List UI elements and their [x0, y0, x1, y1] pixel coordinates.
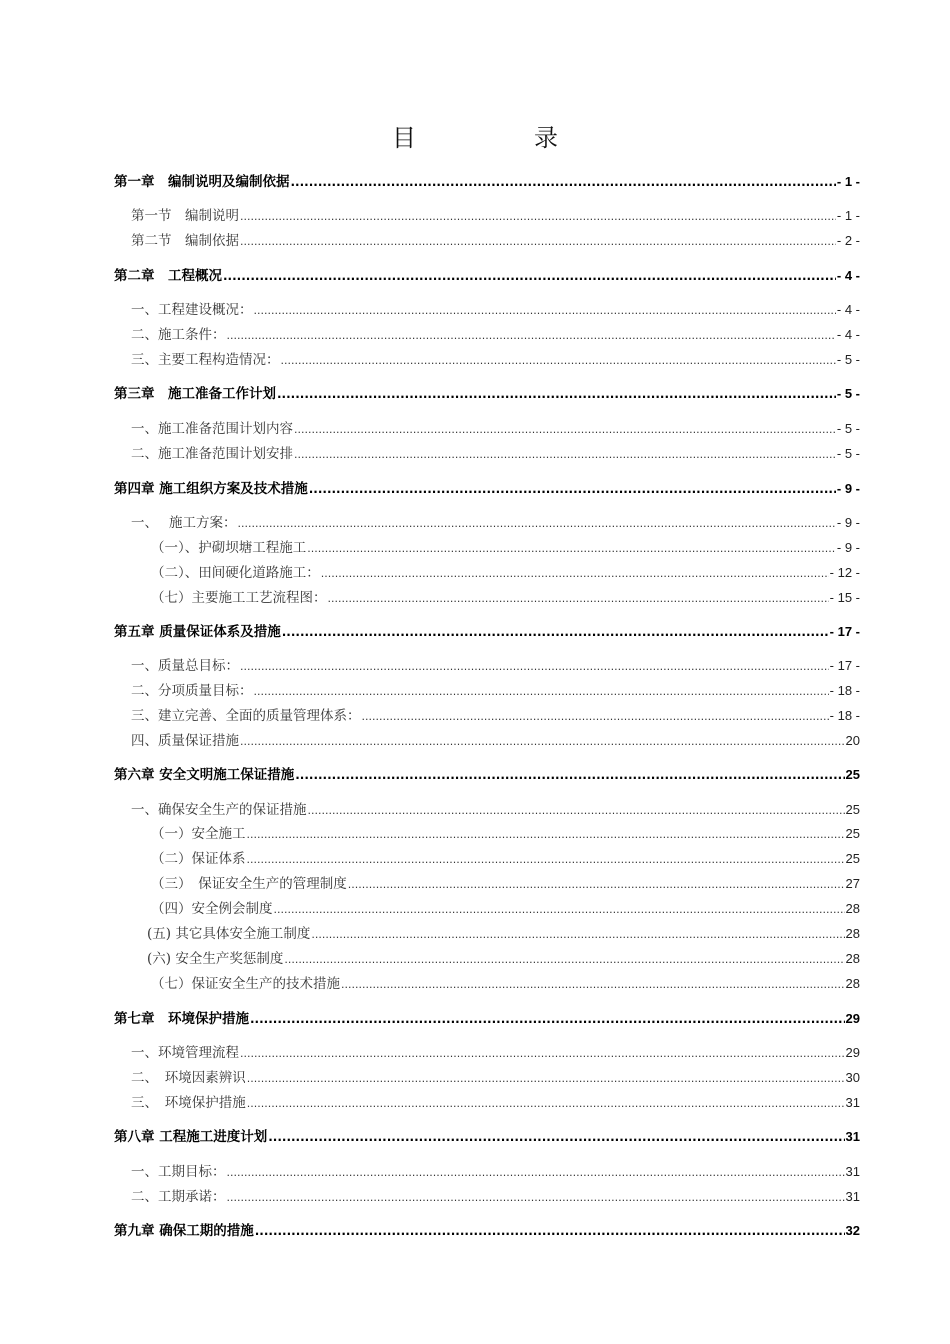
toc-entry-label: 第一节 编制说明: [131, 208, 239, 224]
dot-leader: [311, 925, 844, 945]
toc-entry-label: 二、 环境因素辨识: [131, 1070, 246, 1086]
toc-page-number: 28: [845, 926, 860, 941]
dot-leader: [254, 301, 836, 321]
dot-leader: [348, 875, 845, 895]
toc-section-entry[interactable]: [131, 325, 860, 345]
toc-section-entry[interactable]: [131, 513, 860, 533]
toc-page-number: - 5 -: [836, 446, 860, 461]
toc-section-entry[interactable]: [147, 924, 860, 944]
dot-leader: [281, 351, 836, 371]
dot-leader: [223, 266, 836, 286]
toc-page-number: 27: [845, 876, 860, 891]
toc-entry-label: 一、 施工方案：: [131, 515, 237, 531]
dot-leader: [328, 589, 829, 609]
toc-page-number: - 9 -: [836, 540, 860, 555]
toc-page-number: - 17 -: [829, 624, 860, 639]
toc-page-number: - 1 -: [836, 208, 860, 223]
dot-leader: [294, 420, 836, 440]
dot-leader: [277, 384, 836, 404]
toc-entry-label: 第一章 编制说明及编制依据: [114, 174, 290, 190]
toc-entry-label: 第六章 安全文明施工保证措施: [114, 767, 295, 783]
toc-entry-label: 三、 环境保护措施: [131, 1095, 246, 1111]
dot-leader: [321, 564, 829, 584]
toc-section-entry[interactable]: [151, 899, 860, 919]
toc-chapter-entry[interactable]: [114, 172, 860, 192]
toc-entry-label: 二、分项质量目标：: [131, 683, 253, 699]
dot-leader: [255, 1221, 845, 1241]
toc-entry-label: 一、施工准备范围计划内容: [131, 421, 293, 437]
toc-page-number: 28: [845, 976, 860, 991]
dot-leader: [362, 707, 829, 727]
dot-leader: [240, 657, 829, 677]
toc-page-number: 25: [845, 767, 860, 782]
toc-page-number: - 12 -: [829, 565, 860, 580]
toc-page-number: 31: [845, 1189, 860, 1204]
toc-entry-label: 二、工期承诺：: [131, 1189, 226, 1205]
toc-page-number: 31: [845, 1095, 860, 1110]
toc-section-entry[interactable]: [131, 800, 860, 820]
toc-page-number: 30: [845, 1070, 860, 1085]
toc-entry-label: 第二节 编制依据: [131, 233, 239, 249]
toc-page-number: 29: [845, 1011, 860, 1026]
toc-entry-label: （一）安全施工: [151, 826, 246, 842]
dot-leader: [240, 1044, 845, 1064]
toc-entry-label: 三、建立完善、全面的质量管理体系：: [131, 708, 361, 724]
toc-entry-label: （七）保证安全生产的技术措施: [151, 976, 340, 992]
toc-chapter-entry[interactable]: [114, 1009, 860, 1029]
toc-section-entry[interactable]: [151, 824, 860, 844]
dot-leader: [240, 732, 845, 752]
toc-entry-label: 二、施工条件：: [131, 327, 226, 343]
toc-section-entry[interactable]: [151, 563, 860, 583]
toc-chapter-entry[interactable]: [114, 266, 860, 286]
toc-entry-label: 一、质量总目标：: [131, 658, 239, 674]
toc-entry-label: 第四章 施工组织方案及技术措施: [114, 481, 308, 497]
dot-leader: [238, 514, 836, 534]
toc-section-entry[interactable]: [131, 681, 860, 701]
toc-page-number: - 5 -: [836, 386, 860, 401]
dot-leader: [240, 232, 836, 252]
toc-page-number: - 4 -: [836, 302, 860, 317]
toc-entry-label: 四、质量保证措施: [131, 733, 239, 749]
dot-leader: [250, 1009, 845, 1029]
toc-entry-label: （七）主要施工工艺流程图：: [151, 590, 327, 606]
toc-page-number: - 4 -: [836, 268, 860, 283]
toc-entry-label: （二）保证体系: [151, 851, 246, 867]
toc-section-entry[interactable]: [131, 1093, 860, 1113]
dot-leader: [247, 850, 845, 870]
toc-page-number: 25: [845, 826, 860, 841]
toc-page-number: - 18 -: [829, 683, 860, 698]
toc-entry-label: (五) 其它具体安全施工制度: [147, 926, 311, 942]
dot-leader: [294, 445, 836, 465]
dot-leader: [274, 900, 845, 920]
toc-entry-label: 一、工程建设概况：: [131, 302, 253, 318]
toc-section-entry[interactable]: [131, 444, 860, 464]
toc-section-entry[interactable]: [131, 206, 860, 226]
toc-page-number: - 4 -: [836, 327, 860, 342]
dot-leader: [295, 765, 844, 785]
toc-entry-label: 第八章 工程施工进度计划: [114, 1129, 268, 1145]
toc-section-entry[interactable]: [131, 1187, 860, 1207]
toc-entry-label: 第三章 施工准备工作计划: [114, 386, 276, 402]
toc-chapter-entry[interactable]: [114, 622, 860, 642]
dot-leader: [247, 825, 845, 845]
toc-chapter-entry[interactable]: [114, 479, 860, 499]
toc-page-number: - 9 -: [836, 515, 860, 530]
dot-leader: [309, 479, 836, 499]
toc-section-entry[interactable]: [151, 849, 860, 869]
dot-leader: [341, 975, 845, 995]
toc-entry-label: 三、主要工程构造情况：: [131, 352, 280, 368]
toc-entry-label: （四）安全例会制度: [151, 901, 273, 917]
toc-section-entry[interactable]: [151, 974, 860, 994]
dot-leader: [227, 1188, 845, 1208]
toc-page-number: 28: [845, 901, 860, 916]
dot-leader: [227, 1163, 845, 1183]
toc-title-char-1: 目: [392, 124, 416, 152]
dot-leader: [227, 326, 836, 346]
toc-entry-label: 二、施工准备范围计划安排: [131, 446, 293, 462]
toc-entry-label: 第五章 质量保证体系及措施: [114, 624, 281, 640]
toc-chapter-entry[interactable]: [114, 765, 860, 785]
dot-leader: [307, 539, 836, 559]
toc-page-number: - 5 -: [836, 352, 860, 367]
toc-entry-label: 一、环境管理流程: [131, 1045, 239, 1061]
toc-page-number: - 15 -: [829, 590, 860, 605]
toc-entry-label: (六) 安全生产奖惩制度: [147, 951, 284, 967]
toc-entry-label: （二）、田间硬化道路施工：: [151, 565, 320, 581]
toc-section-entry[interactable]: [131, 231, 860, 251]
toc-section-entry[interactable]: [131, 656, 860, 676]
toc-page-number: - 9 -: [836, 481, 860, 496]
toc-section-entry[interactable]: [151, 538, 860, 558]
toc-chapter-entry[interactable]: [114, 1127, 860, 1147]
dot-leader: [247, 1069, 845, 1089]
toc-page-number: - 5 -: [836, 421, 860, 436]
toc-page-number: 20: [845, 733, 860, 748]
dot-leader: [308, 801, 845, 821]
toc-section-entry[interactable]: [151, 874, 860, 894]
toc-chapter-entry[interactable]: [114, 384, 860, 404]
toc-page-number: 25: [845, 851, 860, 866]
toc-page-number: 31: [845, 1164, 860, 1179]
toc-page-number: 25: [845, 802, 860, 817]
toc-section-entry[interactable]: [131, 1162, 860, 1182]
toc-section-entry[interactable]: [131, 419, 860, 439]
toc-page-number: 32: [845, 1223, 860, 1238]
dot-leader: [268, 1127, 844, 1147]
toc-title-char-2: 录: [534, 124, 558, 152]
toc-entry-label: 一、确保安全生产的保证措施: [131, 802, 307, 818]
dot-leader: [291, 172, 836, 192]
toc-page-number: - 2 -: [836, 233, 860, 248]
dot-leader: [282, 622, 829, 642]
toc-entry-label: （一）、护砌坝塘工程施工: [151, 540, 307, 556]
toc-page-number: - 18 -: [829, 708, 860, 723]
toc-section-entry[interactable]: [131, 1068, 860, 1088]
toc-entry-label: 第二章 工程概况: [114, 268, 222, 284]
toc-page-number: - 1 -: [836, 174, 860, 189]
dot-leader: [254, 682, 829, 702]
toc-section-entry[interactable]: [151, 588, 860, 608]
toc-section-entry[interactable]: [131, 706, 860, 726]
toc-section-entry[interactable]: [131, 731, 860, 751]
toc-section-entry[interactable]: [131, 300, 860, 320]
toc-chapter-entry[interactable]: [114, 1221, 860, 1241]
toc-section-entry[interactable]: [147, 949, 860, 969]
toc-page-number: - 17 -: [829, 658, 860, 673]
toc-entry-label: 第七章 环境保护措施: [114, 1011, 249, 1027]
toc-entry-label: 第九章 确保工期的措施: [114, 1223, 254, 1239]
toc-page-number: 31: [845, 1129, 860, 1144]
toc-page-number: 29: [845, 1045, 860, 1060]
toc-entry-label: 一、工期目标：: [131, 1164, 226, 1180]
toc-title: [0, 118, 950, 153]
dot-leader: [240, 207, 836, 227]
dot-leader: [247, 1094, 845, 1114]
toc-entry-label: （三） 保证安全生产的管理制度: [151, 876, 347, 892]
toc-section-entry[interactable]: [131, 1043, 860, 1063]
toc-page-number: 28: [845, 951, 860, 966]
dot-leader: [284, 950, 844, 970]
toc-section-entry[interactable]: [131, 350, 860, 370]
